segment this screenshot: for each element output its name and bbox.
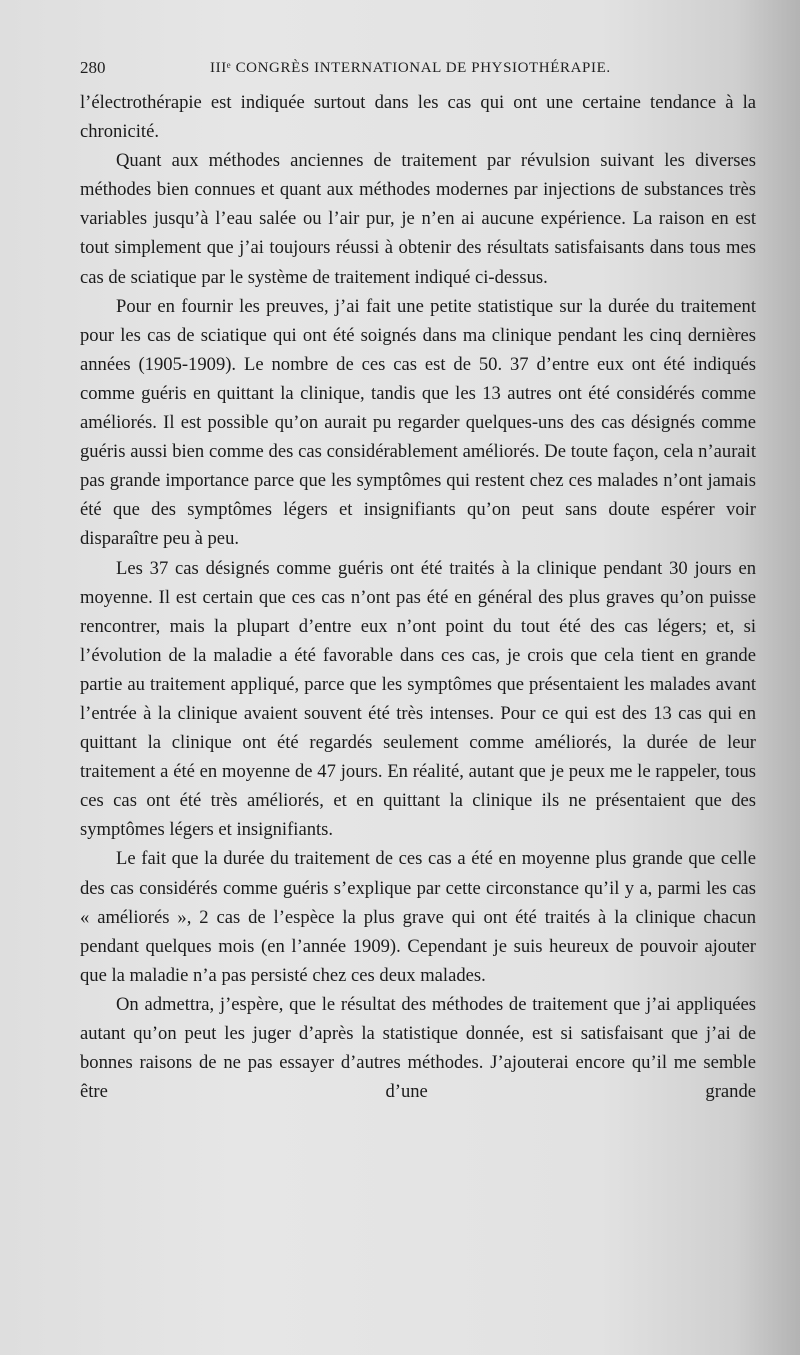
body-text — [80, 88, 756, 1106]
running-title: IIIᵉ CONGRÈS INTERNATIONAL DE PHYSIOTHÉRAPIE. — [210, 60, 611, 76]
paragraph: Les 37 cas désignés comme guéris ont été traités à la clinique pendant 30 jours en moyenne. Il est certain que ces cas n’ont pas été en général des plus graves qu’on puisse rencontrer, mais la plupart d’entre eux n’ont point du tout été des cas légers; et, si l’évolution de la maladie a été favorable dans ces cas, je crois que cela tient en grande partie au traitement appliqué, parce que les symptômes que présentaient les malades avant l’entrée à la clinique avaient souvent été très intenses. Pour ce qui est des 13 cas qui en quittant la clinique ont été regardés seulement comme améliorés, la durée de leur traitement a été en moyenne de 47 jours. En réalité, autant que je peux me le rappeler, tous ces cas ont été très améliorés, et en quittant la clinique ils ne présentaient que des symptômes légers et insignifiants. — [80, 557, 756, 841]
paragraph: On admettra, j’espère, que le résultat des méthodes de traitement que j’ai appliquées autant qu’on peut les juger d’après la statistique donnée, est si satisfaisant que j’ai de bonnes raisons de ne pas essayer d’autres méthodes. J’ajouterai encore qu’il me semble être d’une grande — [80, 993, 756, 1103]
paragraph-continuation: l’électrothérapie est indiquée surtout dans les cas qui ont une certaine tendance à la chronicité. — [80, 92, 756, 143]
paragraph: Le fait que la durée du traitement de ces cas a été en moyenne plus grande que celle des cas considérés comme guéris s’explique par cette circonstance qu’il y a, parmi les cas « améliorés », 2 cas de l’espèce la plus grave qui ont été traités à la clinique chacun pendant quelques mois (en l’année 1909). Cependant je suis heureux de pouvoir ajouter que la maladie n’a pas persisté chez ces deux malades. — [80, 848, 756, 986]
paragraph: Pour en fournir les preuves, j’ai fait une petite statistique sur la durée du traitement pour les cas de sciatique qui ont été soignés dans ma clinique pendant les cinq dernières années (1905-1909). Le nombre de ces cas est de 50. 37 d’entre eux ont été indiqués comme guéris en quittant la clinique, tandis que les 13 autres ont été considérés comme améliorés. Il est possible qu’on aurait pu regarder quelques-uns des cas désignés comme guéris aussi bien comme des cas considérablement améliorés. De toute façon, cela n’aurait pas grande importance parce que les symptômes qui restent chez ces malades n’ont jamais été que des symptômes légers et insignifiants qu’on peut sans doute espérer voir disparaître peu à peu. — [80, 295, 756, 550]
paragraph: Quant aux méthodes anciennes de traitement par révulsion suivant les diverses méthodes bien connues et quant aux méthodes modernes par injections de substances très variables jusqu’à l’eau salée ou l’air pur, je n’en ai aucune expérience. La raison en est tout simplement que j’ai toujours réussi à obtenir des résultats satisfaisants dans tous mes cas de sciatique par le système de traitement indiqué ci-dessus. — [80, 150, 756, 288]
page-number: 280 — [80, 58, 106, 77]
running-header — [80, 58, 740, 86]
